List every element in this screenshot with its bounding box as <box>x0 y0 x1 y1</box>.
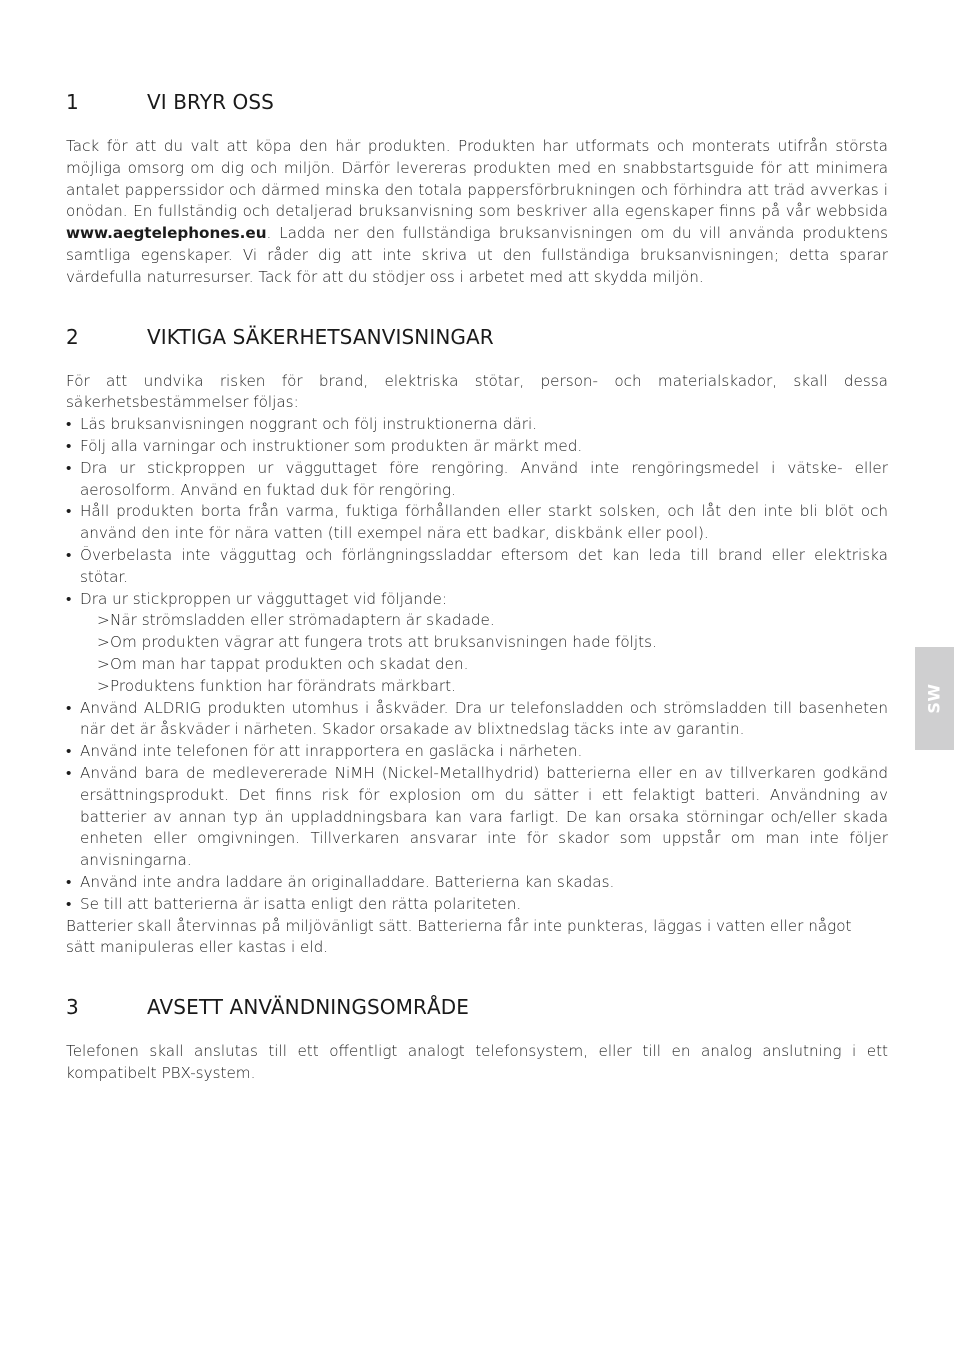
section-1-number: 1 <box>66 90 79 114</box>
list-item <box>66 436 888 458</box>
list-item-text: Använd inte telefonen för att inrapportera en gasläcka i närheten. <box>80 742 583 761</box>
sub-list-item <box>80 654 888 676</box>
sub-list-item-text: När strömsladden eller strömadaptern är skadade. <box>110 611 495 630</box>
list-item-text: Håll produkten borta från varma, fuktiga förhållanden eller starkt solsken, och låt den inte bli blöt och använd den inte för nära vatten (till exempel nära ett badkar, diskbänk eller pool). <box>80 502 888 543</box>
chevron-right-icon: > <box>97 633 110 652</box>
list-item-text: Använd ALDRIG produkten utomhus i åskväder. Dra ur telefonsladden och strömsladden till basenheten när det är åskväder i närheten. Skador orsakade av blixtnedslag täcks inte av garantin. <box>80 698 888 739</box>
section-2-title: VIKTIGA SÄKERHETSANVISNINGAR <box>147 324 494 349</box>
list-item <box>66 414 888 436</box>
list-item-text: Använd inte andra laddare än originalladdare. Batterierna kan skadas. <box>80 872 615 891</box>
sub-list-item-text: Om man har tappat produkten och skadat den. <box>110 654 469 673</box>
sub-list <box>80 610 888 697</box>
section-3-body: Telefonen skall anslutas till ett offentligt analogt telefonsystem, eller till en analog anslutning i ett kompatibelt PBX-system. <box>66 1042 888 1082</box>
section-1-heading <box>66 88 888 116</box>
list-item-text: Överbelasta inte vägguttag och förlängningssladdar eftersom det kan leda till brand eller elektriska stötar. <box>80 545 888 586</box>
sub-list-item-text: Om produkten vägrar att fungera trots att bruksanvisningen hade följts. <box>110 633 657 652</box>
list-item <box>66 501 888 545</box>
sub-list-item <box>80 676 888 698</box>
sub-list-item <box>80 610 888 632</box>
list-item <box>66 894 888 916</box>
language-tab <box>915 647 954 750</box>
list-item <box>66 698 888 742</box>
chevron-right-icon: > <box>97 611 110 630</box>
chevron-right-icon: > <box>97 676 110 695</box>
list-item-text: Se till att batterierna är isatta enligt den rätta polariteten. <box>80 894 522 913</box>
bullet-icon: • <box>66 872 72 891</box>
list-item <box>66 545 888 589</box>
chevron-right-icon: > <box>97 654 110 673</box>
section-3-number: 3 <box>66 995 79 1020</box>
list-item-text: Följ alla varningar och instruktioner som produkten är märkt med. <box>80 436 583 455</box>
section-1-body <box>66 136 888 289</box>
list-item <box>66 458 888 502</box>
section-1-body-text-b: . Ladda ner den fullständiga bruksanvisningen om du vill använda produktens samtliga egenskaper. Vi råder dig att inte skriva ut den fullständiga bruksanvisningen; detta sparar värdefulla naturresurser. Tack för att du stödjer oss i arbetet med att skydda miljön. <box>66 224 888 286</box>
section-1-body-text-a: Tack för att du valt att köpa den här produkten. Produkten har utformats och monterats utifrån största möjliga omsorg om dig och miljön. Därför levereras produkten med en snabbstartsguide för att minimera antalet papperssidor och därmed minska den totala pappersförbrukningen och förhindra att träd avverkas i onödan. En fullständig och detaljerad bruksanvisning som beskriver alla egenskaper finns på vår webbsida <box>66 137 888 221</box>
bullet-icon: • <box>66 698 72 717</box>
bullet-icon: • <box>66 436 72 455</box>
bullet-icon: • <box>66 894 72 913</box>
sub-list-item <box>80 632 888 654</box>
document-page <box>66 88 888 1085</box>
list-item-text: Läs bruksanvisningen noggrant och följ instruktionerna däri. <box>80 415 538 434</box>
list-item <box>66 872 888 894</box>
list-item-text: Dra ur stickproppen ur vägguttaget vid följande: <box>80 589 448 608</box>
battery-note-line-1: Batterier skall återvinnas på miljövänligt sätt. Batterierna får inte punkteras, läggas i vatten eller något <box>66 916 852 935</box>
section-2-number: 2 <box>66 324 79 349</box>
list-item <box>66 741 888 763</box>
list-item-text: Använd bara de medlevererade NiMH (Nickel-Metallhydrid) batterierna eller en av tillverkaren godkänd ersättningsprodukt. Det finns risk för explosion om du sätter i ett felaktigt batteri. Användning av batterier av annan typ än uppladdningsbara kan vara farligt. De kan orsaka störningar och/eller skada enheten eller omgivningen. Tillverkaren ansvarar inte för skador som uppstår om man inte följer anvisningarna. <box>80 763 888 870</box>
bullet-icon: • <box>66 545 72 564</box>
section-3-heading <box>66 993 888 1021</box>
section-3-title: AVSETT ANVÄNDNINGSOMRÅDE <box>147 995 469 1020</box>
safety-list <box>66 414 888 915</box>
website-link: www.aegtelephones.eu <box>66 224 267 243</box>
section-2-intro: För att undvika risken för brand, elektriska stötar, person- och materialskador, skall dessa säkerhetsbestämmelser följas: <box>66 371 888 412</box>
bullet-icon: • <box>66 458 72 477</box>
section-1-title: VI BRYR OSS <box>147 90 274 114</box>
bullet-icon: • <box>66 763 72 782</box>
bullet-icon: • <box>66 415 72 434</box>
list-item <box>66 763 888 872</box>
bullet-icon: • <box>66 502 72 521</box>
sub-list-item-text: Produktens funktion har förändrats märkbart. <box>110 676 456 695</box>
list-item-text: Dra ur stickproppen ur vägguttaget före rengöring. Använd inte rengöringsmedel i vätske- eller aerosolform. Använd en fuktad duk för rengöring. <box>80 458 888 499</box>
battery-note-line-2: sätt manipuleras eller kastas i eld. <box>66 938 329 957</box>
battery-recycling-note <box>66 916 888 960</box>
bullet-icon: • <box>66 589 72 608</box>
section-2-heading <box>66 323 888 351</box>
list-item <box>66 589 888 698</box>
bullet-icon: • <box>66 742 72 761</box>
language-tab-label: SW <box>924 683 944 714</box>
